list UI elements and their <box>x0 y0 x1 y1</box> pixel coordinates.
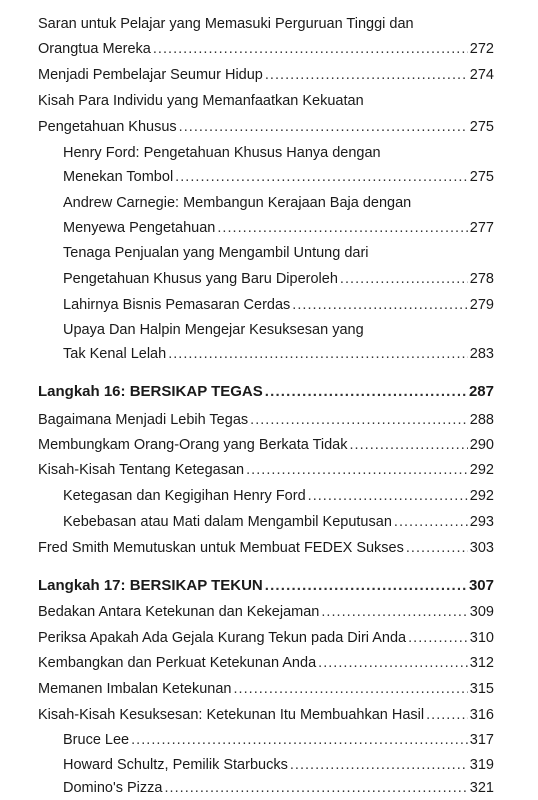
chapter-title: Langkah 16: BERSIKAP TEGAS <box>38 383 263 400</box>
toc-entry-title: Membungkam Orang-Orang yang Berkata Tidak <box>38 437 348 453</box>
toc-entry-title-line1: Upaya Dan Halpin Mengejar Kesuksesan yang <box>63 322 364 338</box>
toc-entry[interactable] <box>0 705 494 725</box>
dot-leader <box>164 778 467 798</box>
toc-page-number: 293 <box>469 514 494 530</box>
toc-entry[interactable] <box>0 486 494 506</box>
toc-entry[interactable] <box>0 295 494 315</box>
toc-page-number: 315 <box>469 681 494 697</box>
chapter-heading[interactable] <box>0 576 494 596</box>
chapter-heading[interactable] <box>0 382 494 402</box>
toc-page-number: 277 <box>469 220 494 236</box>
toc-entry-title: Lahirnya Bisnis Pemasaran Cerdas <box>63 297 291 313</box>
toc-entry-title: Bagaimana Menjadi Lebih Tegas <box>38 412 249 428</box>
dot-leader <box>290 755 468 775</box>
toc-page-number: 288 <box>469 412 494 428</box>
dot-leader <box>426 705 468 725</box>
toc-entry[interactable] <box>0 435 494 455</box>
toc-entry[interactable] <box>0 778 494 798</box>
toc-entry-title: Howard Schultz, Pemilik Starbucks <box>63 757 288 773</box>
toc-entry-title-line1: Henry Ford: Pengetahuan Khusus Hanya dengan <box>63 145 381 161</box>
toc-entry[interactable] <box>0 65 494 85</box>
toc-entry[interactable] <box>0 512 494 532</box>
toc-entry[interactable] <box>0 460 494 480</box>
toc-entry-title: Tak Kenal Lelah <box>63 346 167 362</box>
dot-leader <box>340 269 468 289</box>
toc-entry-title: Menyewa Pengetahuan <box>63 220 216 236</box>
toc-entry[interactable] <box>0 730 494 750</box>
toc-entry-line1 <box>0 243 494 263</box>
toc-entry-title: Kebebasan atau Mati dalam Mengambil Keputusan <box>63 514 392 530</box>
toc-page-number: 321 <box>469 780 494 796</box>
dot-leader <box>265 576 467 596</box>
toc-entry[interactable] <box>0 117 494 137</box>
toc-entry-title-line1: Andrew Carnegie: Membangun Kerajaan Baja dengan <box>63 195 412 211</box>
toc-entry[interactable] <box>0 602 494 622</box>
toc-entry-title: Pengetahuan Khusus <box>38 119 177 135</box>
dot-leader <box>265 382 467 402</box>
toc-entry-title-line1: Saran untuk Pelajar yang Memasuki Perguruan Tinggi dan <box>38 16 414 32</box>
dot-leader <box>131 730 468 750</box>
dot-leader <box>250 410 468 430</box>
toc-entry[interactable] <box>0 628 494 648</box>
dot-leader <box>349 435 467 455</box>
toc-entry-title: Kisah-Kisah Tentang Ketegasan <box>38 462 245 478</box>
toc-entry-title: Fred Smith Memutuskan untuk Membuat FEDEX Sukses <box>38 540 404 556</box>
toc-page-number: 290 <box>469 437 494 453</box>
dot-leader <box>153 39 468 59</box>
toc-entry-title: Pengetahuan Khusus yang Baru Diperoleh <box>63 271 338 287</box>
toc-page-number: 309 <box>469 604 494 620</box>
toc-entry[interactable] <box>0 410 494 430</box>
toc-entry-line1 <box>0 143 494 163</box>
dot-leader <box>233 679 467 699</box>
toc-entry-title: Kembangkan dan Perkuat Ketekunan Anda <box>38 655 317 671</box>
toc-page-number: 278 <box>469 271 494 287</box>
dot-leader <box>318 653 468 673</box>
toc-entry[interactable] <box>0 755 494 775</box>
toc-entry-title: Ketegasan dan Kegigihan Henry Ford <box>63 488 306 504</box>
toc-entry-title: Menekan Tombol <box>63 169 174 185</box>
toc-page-number: 310 <box>469 630 494 646</box>
dot-leader <box>168 344 468 364</box>
toc-page-number: 275 <box>469 119 494 135</box>
toc-entry-line1 <box>0 320 494 340</box>
toc-page-number: 292 <box>469 488 494 504</box>
dot-leader <box>265 65 468 85</box>
dot-leader <box>394 512 468 532</box>
dot-leader <box>179 117 468 137</box>
toc-entry-title: Kisah-Kisah Kesuksesan: Ketekunan Itu Membuahkan Hasil <box>38 707 425 723</box>
chapter-title: Langkah 17: BERSIKAP TEKUN <box>38 577 263 594</box>
toc-entry-title: Orangtua Mereka <box>38 41 151 57</box>
toc-page-number: 303 <box>469 540 494 556</box>
dot-leader <box>406 538 468 558</box>
toc-entry[interactable] <box>0 538 494 558</box>
toc-entry-line1 <box>0 14 494 34</box>
toc-entry-title: Periksa Apakah Ada Gejala Kurang Tekun pada Diri Anda <box>38 630 407 646</box>
toc-entry[interactable] <box>0 344 494 364</box>
toc-entry-line1 <box>0 193 494 213</box>
dot-leader <box>292 295 468 315</box>
toc-page-number: 317 <box>469 732 494 748</box>
toc-entry[interactable] <box>0 39 494 59</box>
toc-entry-title: Domino's Pizza <box>63 780 163 796</box>
dot-leader <box>408 628 468 648</box>
toc-entry-title: Memanen Imbalan Ketekunan <box>38 681 232 697</box>
dot-leader <box>175 167 468 187</box>
toc-entry-line1 <box>0 91 494 111</box>
toc-page-number: 316 <box>469 707 494 723</box>
toc-page-number: 274 <box>469 67 494 83</box>
toc-page-number: 292 <box>469 462 494 478</box>
toc-page-number: 283 <box>469 346 494 362</box>
toc-page-number: 307 <box>468 577 494 594</box>
toc-page-number: 312 <box>469 655 494 671</box>
dot-leader <box>217 218 467 238</box>
toc-page-number: 272 <box>469 41 494 57</box>
toc-page-number: 275 <box>469 169 494 185</box>
dot-leader <box>246 460 468 480</box>
dot-leader <box>321 602 467 622</box>
dot-leader <box>308 486 468 506</box>
toc-entry[interactable] <box>0 653 494 673</box>
toc-entry-title-line1: Tenaga Penjualan yang Mengambil Untung dari <box>63 245 369 261</box>
toc-entry[interactable] <box>0 679 494 699</box>
toc-entry[interactable] <box>0 167 494 187</box>
toc-entry-title-line1: Kisah Para Individu yang Memanfaatkan Kekuatan <box>38 93 364 109</box>
toc-page-number: 319 <box>469 757 494 773</box>
toc-page-number: 287 <box>468 383 494 400</box>
toc-entry-title: Menjadi Pembelajar Seumur Hidup <box>38 67 263 83</box>
toc-entry[interactable] <box>0 218 494 238</box>
toc-entry-title: Bruce Lee <box>63 732 130 748</box>
toc-page-number: 279 <box>469 297 494 313</box>
toc-entry-title: Bedakan Antara Ketekunan dan Kekejaman <box>38 604 320 620</box>
toc-entry[interactable] <box>0 269 494 289</box>
